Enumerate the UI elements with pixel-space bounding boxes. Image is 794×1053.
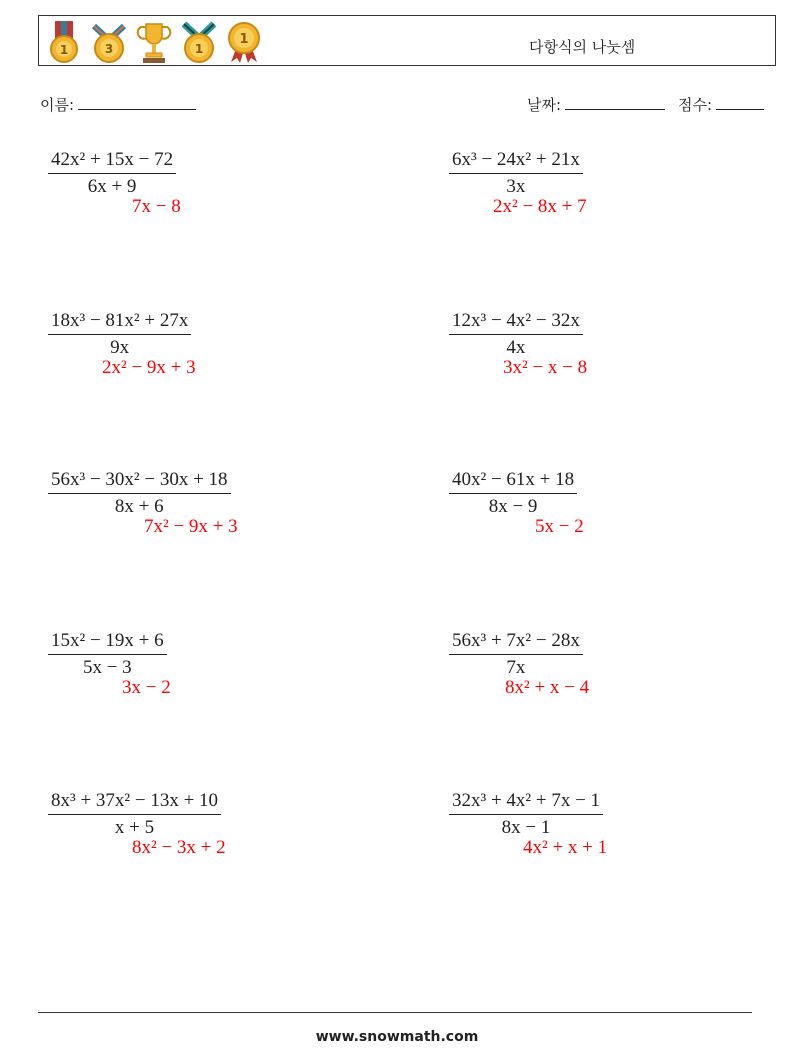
numerator: 40x² − 61x + 18	[449, 469, 577, 494]
numerator: 18x³ − 81x² + 27x	[48, 310, 191, 335]
worksheet-header	[38, 15, 776, 66]
worksheet-title: 다항식의 나눗셈	[529, 38, 636, 56]
name-line[interactable]	[78, 95, 196, 110]
fraction	[48, 469, 231, 518]
date-field	[527, 94, 665, 115]
fraction	[48, 149, 176, 198]
name-label: 이름:	[40, 96, 75, 114]
medal-icons	[45, 20, 263, 64]
numerator: 56x³ + 7x² − 28x	[449, 630, 583, 655]
answer: 3x − 2	[122, 677, 171, 698]
fraction	[449, 630, 583, 679]
denominator: 7x	[506, 657, 526, 678]
medal-1-icon	[45, 20, 83, 64]
trophy-icon	[135, 20, 173, 64]
answer: 2x² − 8x + 7	[493, 196, 587, 217]
answer: 3x² − x − 8	[503, 357, 588, 378]
fraction	[449, 469, 577, 518]
svg-text:1: 1	[239, 32, 249, 47]
score-field	[678, 94, 764, 115]
answer: 7x − 8	[132, 196, 181, 217]
date-line[interactable]	[565, 95, 665, 110]
denominator: 3x	[506, 176, 526, 197]
numerator: 8x³ + 37x² − 13x + 10	[48, 790, 221, 815]
denominator: 8x − 1	[501, 817, 551, 838]
numerator: 12x³ − 4x² − 32x	[449, 310, 583, 335]
answer: 2x² − 9x + 3	[102, 357, 196, 378]
numerator: 42x² + 15x − 72	[48, 149, 176, 174]
denominator: 4x	[506, 337, 526, 358]
svg-text:3: 3	[104, 42, 114, 56]
denominator: 6x + 9	[87, 176, 137, 197]
fraction	[449, 790, 603, 839]
denominator: 8x + 6	[114, 496, 164, 517]
rosette-1-icon	[225, 20, 263, 64]
answer: 8x² − 3x + 2	[132, 837, 226, 858]
numerator: 15x² − 19x + 6	[48, 630, 167, 655]
name-field	[40, 94, 196, 115]
footer-url: www.snowmath.com	[315, 1029, 479, 1045]
fraction	[48, 630, 167, 679]
svg-text:1: 1	[194, 42, 204, 56]
answer: 7x² − 9x + 3	[144, 516, 238, 537]
fraction	[449, 310, 583, 359]
medal-3-icon	[90, 20, 128, 64]
answer: 4x² + x + 1	[523, 837, 608, 858]
date-label: 날짜:	[527, 96, 562, 114]
fraction	[48, 790, 221, 839]
footer-divider	[38, 1012, 752, 1013]
fraction	[449, 149, 583, 198]
answer: 8x² + x − 4	[505, 677, 590, 698]
score-label: 점수:	[678, 96, 713, 114]
medal-1-ribbon-icon	[180, 20, 218, 64]
denominator: 9x	[110, 337, 130, 358]
svg-text:1: 1	[59, 43, 69, 57]
fraction	[48, 310, 191, 359]
numerator: 32x³ + 4x² + 7x − 1	[449, 790, 603, 815]
score-line[interactable]	[716, 95, 764, 110]
denominator: 8x − 9	[488, 496, 538, 517]
numerator: 56x³ − 30x² − 30x + 18	[48, 469, 231, 494]
denominator: 5x − 3	[82, 657, 132, 678]
numerator: 6x³ − 24x² + 21x	[449, 149, 583, 174]
answer: 5x − 2	[535, 516, 584, 537]
denominator: x + 5	[114, 817, 155, 838]
